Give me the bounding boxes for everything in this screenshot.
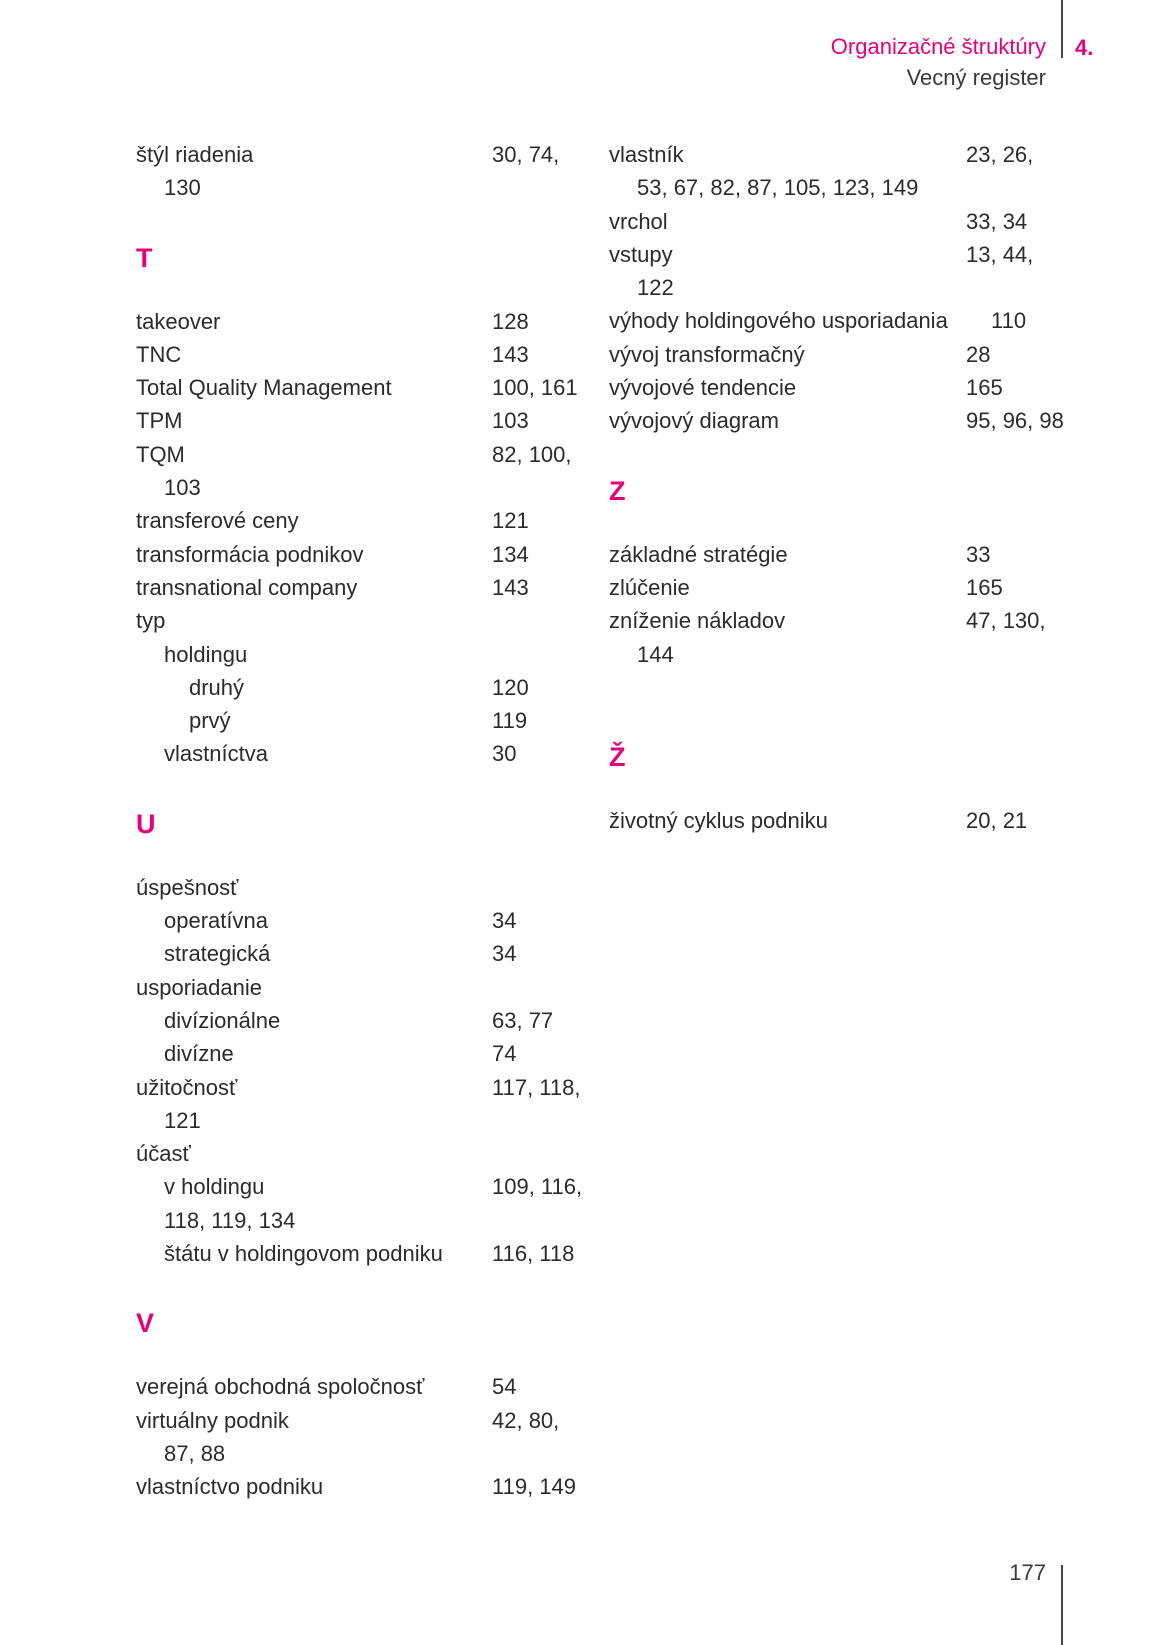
index-term: životný cyklus podniku xyxy=(609,807,828,833)
index-entry xyxy=(136,1037,586,1070)
index-entry xyxy=(136,504,586,537)
index-term: štýl riadenia xyxy=(136,142,254,167)
index-pages: 165 xyxy=(966,375,1003,401)
index-column-right xyxy=(609,138,1069,837)
index-entry xyxy=(609,205,1069,238)
index-term: vývojové tendencie xyxy=(609,375,797,401)
index-pages: 116, 118 xyxy=(492,1241,575,1267)
index-pages: 33 xyxy=(966,541,991,567)
index-entry xyxy=(136,305,586,338)
spacer xyxy=(136,205,586,238)
index-term: vývoj transformačný xyxy=(609,341,805,367)
index-term: druhý xyxy=(189,674,245,700)
index-term: úspešnosť xyxy=(136,874,239,900)
index-term: TQM xyxy=(136,441,185,467)
index-pages: 28 xyxy=(966,341,991,367)
index-term: prvý xyxy=(189,708,231,734)
index-term: v holdingu xyxy=(164,1174,265,1200)
spacer xyxy=(609,704,1069,737)
index-pages: 30, 74, xyxy=(492,142,560,167)
index-entry xyxy=(136,1370,586,1403)
index-pages: 121 xyxy=(492,508,529,534)
index-entry xyxy=(609,138,1069,171)
section-letter-label: V xyxy=(136,1308,155,1339)
index-term: divízne xyxy=(164,1041,234,1067)
index-entry xyxy=(136,1104,586,1137)
index-pages: 20, 21 xyxy=(966,807,1028,833)
index-pages: 109, 116, xyxy=(492,1174,583,1200)
running-header-title: Organizačné štruktúry xyxy=(830,34,1046,59)
section-letter xyxy=(609,737,1069,804)
index-pages: 63, 77 xyxy=(492,1007,554,1033)
index-entry xyxy=(609,171,1069,204)
index-pages: 95, 96, 98 xyxy=(966,408,1064,434)
index-term: vstupy xyxy=(609,241,673,267)
spacer xyxy=(136,771,586,804)
index-entry xyxy=(136,737,586,770)
index-entry xyxy=(609,571,1069,604)
index-term: 53, 67, 82, 87, 105, 123, 149 xyxy=(637,175,919,201)
index-term: vlastník xyxy=(609,142,684,167)
index-pages: 165 xyxy=(966,574,1003,600)
index-term: 144 xyxy=(637,641,674,667)
index-term: výhody holdingového usporiadania xyxy=(609,308,948,334)
index-pages: 119, 149 xyxy=(492,1474,577,1500)
index-entry xyxy=(609,304,1069,337)
index-entry xyxy=(609,371,1069,404)
index-term: zlúčenie xyxy=(609,574,690,600)
index-entry xyxy=(136,971,586,1004)
index-term: virtuálny podnik xyxy=(136,1407,289,1433)
index-entry xyxy=(136,138,586,171)
index-entry xyxy=(136,1137,586,1170)
header-rule xyxy=(1061,0,1063,58)
index-term: holdingu xyxy=(164,641,248,667)
section-letter xyxy=(609,471,1069,538)
index-term: TPM xyxy=(136,408,183,434)
index-term: strategická xyxy=(164,941,271,967)
page-number: 177 xyxy=(1009,1560,1046,1585)
index-pages: 34 xyxy=(492,908,517,934)
index-pages: 23, 26, xyxy=(966,142,1034,167)
index-entry xyxy=(136,1470,586,1503)
index-term: vrchol xyxy=(609,208,668,234)
index-pages: 54 xyxy=(492,1374,517,1400)
index-term: užitočnosť xyxy=(136,1074,238,1100)
index-pages: 47, 130, xyxy=(966,608,1046,634)
index-entry xyxy=(136,1437,586,1470)
index-entry xyxy=(609,638,1069,671)
section-letter xyxy=(136,238,586,305)
index-pages: 128 xyxy=(492,308,529,334)
index-term: transformácia podnikov xyxy=(136,541,364,567)
index-term: takeover xyxy=(136,308,221,334)
index-pages: 119 xyxy=(492,708,528,734)
index-term: transferové ceny xyxy=(136,508,299,534)
index-entry xyxy=(136,671,586,704)
section-letter xyxy=(136,1303,586,1370)
index-entry xyxy=(136,1071,586,1104)
index-entry xyxy=(136,371,586,404)
index-entry xyxy=(136,1404,586,1437)
index-pages: 110 xyxy=(991,308,1027,334)
index-entry xyxy=(136,638,586,671)
index-term: vlastníctvo podniku xyxy=(136,1474,324,1500)
running-header-subtitle: Vecný register xyxy=(906,65,1046,90)
index-entry xyxy=(136,1204,586,1237)
index-entry xyxy=(609,271,1069,304)
chapter-number: 4. xyxy=(1075,35,1094,60)
index-term: operatívna xyxy=(164,908,268,934)
index-pages: 143 xyxy=(492,574,529,600)
index-pages: 100, 161 xyxy=(492,375,578,401)
index-term: transnational company xyxy=(136,574,358,600)
index-entry xyxy=(136,571,586,604)
index-entry xyxy=(136,338,586,371)
index-term: 130 xyxy=(164,175,201,201)
index-term: 118, 119, 134 xyxy=(164,1207,296,1233)
index-term: verejná obchodná spoločnosť xyxy=(136,1374,425,1400)
section-letter xyxy=(136,804,586,871)
index-entry xyxy=(609,238,1069,271)
index-entry xyxy=(609,538,1069,571)
index-pages: 42, 80, xyxy=(492,1407,560,1433)
index-entry xyxy=(609,338,1069,371)
index-entry xyxy=(136,171,586,204)
index-term: Total Quality Management xyxy=(136,375,392,401)
index-pages: 34 xyxy=(492,941,517,967)
section-letter-label: T xyxy=(136,242,153,273)
index-term: 103 xyxy=(164,475,201,501)
footer-rule xyxy=(1061,1565,1063,1645)
index-entry xyxy=(136,404,586,437)
index-entry xyxy=(136,604,586,637)
index-column-left xyxy=(136,138,586,1504)
index-entry xyxy=(136,538,586,571)
index-pages: 120 xyxy=(492,674,529,700)
index-term: zníženie nákladov xyxy=(609,608,786,634)
index-term: 121 xyxy=(164,1107,201,1133)
index-term: divízionálne xyxy=(164,1007,281,1033)
index-entry xyxy=(136,704,586,737)
section-letter-label: U xyxy=(136,808,156,839)
index-term: typ xyxy=(136,608,166,634)
index-pages: 117, 118, xyxy=(492,1074,581,1100)
index-term: vlastníctva xyxy=(164,741,268,767)
index-entry xyxy=(609,604,1069,637)
spacer xyxy=(609,438,1069,471)
index-pages: 103 xyxy=(492,408,529,434)
spacer xyxy=(609,671,1069,704)
index-entry xyxy=(136,1004,586,1037)
index-term: 122 xyxy=(637,275,674,301)
index-pages: 143 xyxy=(492,341,529,367)
spacer xyxy=(136,1270,586,1303)
index-pages: 82, 100, xyxy=(492,441,572,467)
index-term: vývojový diagram xyxy=(609,408,779,434)
index-entry xyxy=(136,904,586,937)
index-entry xyxy=(136,871,586,904)
index-term: 87, 88 xyxy=(164,1440,226,1466)
index-pages: 30 xyxy=(492,741,517,767)
index-entry xyxy=(136,1237,586,1270)
index-pages: 134 xyxy=(492,541,529,567)
index-term: účasť xyxy=(136,1141,191,1167)
index-term: základné stratégie xyxy=(609,541,788,567)
index-entry xyxy=(609,404,1069,437)
index-entry xyxy=(136,1170,586,1203)
section-letter-label: Z xyxy=(609,475,626,506)
index-pages: 33, 34 xyxy=(966,208,1028,234)
index-entry xyxy=(609,804,1069,837)
index-term: štátu v holdingovom podniku xyxy=(164,1241,443,1267)
index-pages: 74 xyxy=(492,1041,517,1067)
index-entry xyxy=(136,471,586,504)
index-entry xyxy=(136,937,586,970)
section-letter-label: Ž xyxy=(609,741,626,772)
index-term: TNC xyxy=(136,341,182,367)
index-entry xyxy=(136,438,586,471)
index-pages: 13, 44, xyxy=(966,241,1034,267)
index-term: usporiadanie xyxy=(136,974,262,1000)
